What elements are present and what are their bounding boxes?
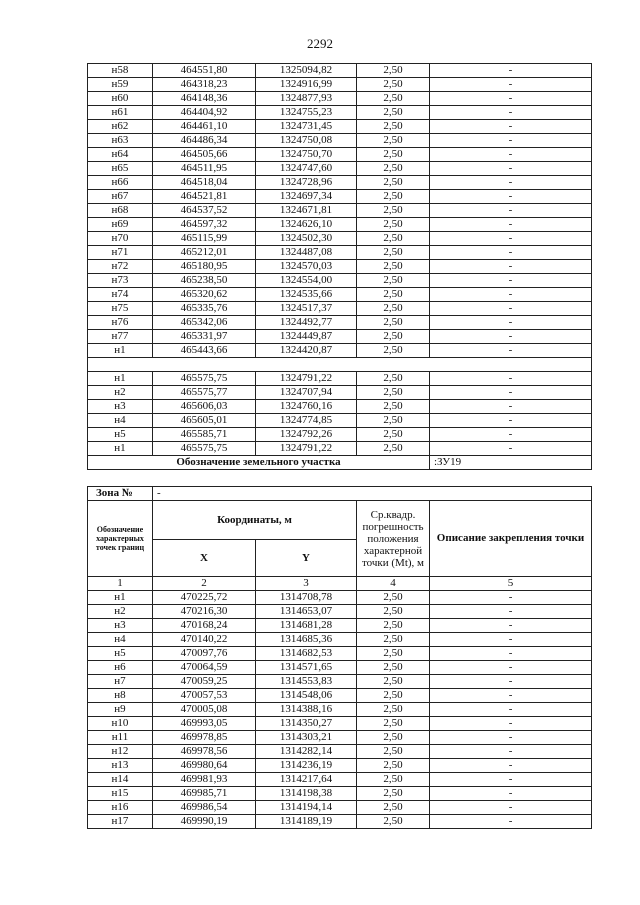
error-cell: 2,50	[357, 288, 430, 302]
error-cell: 2,50	[357, 815, 430, 829]
table-row	[88, 745, 592, 759]
y-coordinate-cell: 1314553,83	[256, 675, 357, 689]
x-coordinate-cell: 464597,32	[153, 218, 256, 232]
plot-value: :ЗУ19	[430, 456, 592, 470]
x-coordinate-cell: 470168,24	[153, 619, 256, 633]
error-cell: 2,50	[357, 675, 430, 689]
error-cell: 2,50	[357, 344, 430, 358]
x-coordinate-cell: 465443,66	[153, 344, 256, 358]
description-cell: -	[430, 647, 592, 661]
header-point: Обозначение характерных точек границ	[88, 501, 153, 577]
error-cell: 2,50	[357, 619, 430, 633]
column-number: 5	[430, 577, 592, 591]
y-coordinate-cell: 1324449,87	[256, 330, 357, 344]
table-row	[88, 92, 592, 106]
table-row	[88, 372, 592, 386]
y-coordinate-cell: 1324492,77	[256, 316, 357, 330]
description-cell: -	[430, 372, 592, 386]
y-coordinate-cell: 1314708,78	[256, 591, 357, 605]
point-id-cell: н65	[88, 162, 153, 176]
description-cell: -	[430, 78, 592, 92]
error-cell: 2,50	[357, 386, 430, 400]
y-coordinate-cell: 1314303,21	[256, 731, 357, 745]
table-row	[88, 591, 592, 605]
x-coordinate-cell: 465605,01	[153, 414, 256, 428]
point-id-cell: н60	[88, 92, 153, 106]
separator-row	[88, 358, 592, 372]
y-coordinate-cell: 1314198,38	[256, 787, 357, 801]
description-cell: -	[430, 64, 592, 78]
error-cell: 2,50	[357, 759, 430, 773]
table-row	[88, 330, 592, 344]
error-cell: 2,50	[357, 134, 430, 148]
description-cell: -	[430, 218, 592, 232]
table-row	[88, 64, 592, 78]
zone-value: -	[153, 487, 592, 501]
table-row	[88, 218, 592, 232]
error-cell: 2,50	[357, 274, 430, 288]
table-row	[88, 344, 592, 358]
description-cell: -	[430, 815, 592, 829]
header-error: Ср.квадр. погрешность положения характерной точки (Mt), м	[357, 501, 430, 577]
error-cell: 2,50	[357, 260, 430, 274]
point-id-cell: н8	[88, 689, 153, 703]
y-coordinate-cell: 1314189,19	[256, 815, 357, 829]
point-id-cell: н14	[88, 773, 153, 787]
table-row	[88, 246, 592, 260]
description-cell: -	[430, 106, 592, 120]
point-id-cell: н17	[88, 815, 153, 829]
description-cell: -	[430, 787, 592, 801]
x-coordinate-cell: 465212,01	[153, 246, 256, 260]
table-row	[88, 675, 592, 689]
x-coordinate-cell: 464461,10	[153, 120, 256, 134]
description-cell: -	[430, 689, 592, 703]
y-coordinate-cell: 1324731,45	[256, 120, 357, 134]
error-cell: 2,50	[357, 633, 430, 647]
y-coordinate-cell: 1325094,82	[256, 64, 357, 78]
y-coordinate-cell: 1314681,28	[256, 619, 357, 633]
description-cell: -	[430, 675, 592, 689]
error-cell: 2,50	[357, 787, 430, 801]
description-cell: -	[430, 246, 592, 260]
x-coordinate-cell: 470225,72	[153, 591, 256, 605]
y-coordinate-cell: 1314653,07	[256, 605, 357, 619]
table-row	[88, 316, 592, 330]
x-coordinate-cell: 465575,75	[153, 442, 256, 456]
description-cell: -	[430, 232, 592, 246]
description-cell: -	[430, 386, 592, 400]
header-row-1	[88, 501, 592, 540]
point-id-cell: н5	[88, 428, 153, 442]
point-id-cell: н70	[88, 232, 153, 246]
table-row	[88, 176, 592, 190]
x-coordinate-cell: 465342,06	[153, 316, 256, 330]
x-coordinate-cell: 465575,77	[153, 386, 256, 400]
table-row	[88, 759, 592, 773]
y-coordinate-cell: 1324697,34	[256, 190, 357, 204]
description-cell: -	[430, 120, 592, 134]
error-cell: 2,50	[357, 773, 430, 787]
y-coordinate-cell: 1314571,65	[256, 661, 357, 675]
y-coordinate-cell: 1314685,36	[256, 633, 357, 647]
x-coordinate-cell: 470057,53	[153, 689, 256, 703]
table-row	[88, 647, 592, 661]
x-coordinate-cell: 465331,97	[153, 330, 256, 344]
x-coordinate-cell: 465180,95	[153, 260, 256, 274]
column-number: 4	[357, 577, 430, 591]
table-row	[88, 605, 592, 619]
point-id-cell: н11	[88, 731, 153, 745]
column-numbers-row	[88, 577, 592, 591]
x-coordinate-cell: 464551,80	[153, 64, 256, 78]
point-id-cell: н61	[88, 106, 153, 120]
description-cell: -	[430, 260, 592, 274]
table-row	[88, 801, 592, 815]
table-row	[88, 232, 592, 246]
error-cell: 2,50	[357, 717, 430, 731]
y-coordinate-cell: 1314548,06	[256, 689, 357, 703]
description-cell: -	[430, 591, 592, 605]
point-id-cell: н1	[88, 591, 153, 605]
point-id-cell: н68	[88, 204, 153, 218]
y-coordinate-cell: 1314217,64	[256, 773, 357, 787]
error-cell: 2,50	[357, 689, 430, 703]
point-id-cell: н1	[88, 442, 153, 456]
error-cell: 2,50	[357, 120, 430, 134]
error-cell: 2,50	[357, 106, 430, 120]
table-row	[88, 703, 592, 717]
table-row	[88, 190, 592, 204]
header-coordinates: Координаты, м	[153, 501, 357, 540]
x-coordinate-cell: 464518,04	[153, 176, 256, 190]
page-number: 2292	[307, 36, 333, 51]
table-row	[88, 442, 592, 456]
x-coordinate-cell: 469981,93	[153, 773, 256, 787]
x-coordinate-cell: 465115,99	[153, 232, 256, 246]
table-row	[88, 717, 592, 731]
header-description: Описание закрепления точки	[430, 501, 592, 577]
column-number: 1	[88, 577, 153, 591]
x-coordinate-cell: 464486,34	[153, 134, 256, 148]
error-cell: 2,50	[357, 148, 430, 162]
zone-label: Зона №	[88, 487, 153, 501]
y-coordinate-cell: 1314350,27	[256, 717, 357, 731]
x-coordinate-cell: 469985,71	[153, 787, 256, 801]
table-row	[88, 414, 592, 428]
error-cell: 2,50	[357, 232, 430, 246]
x-coordinate-cell: 470216,30	[153, 605, 256, 619]
error-cell: 2,50	[357, 661, 430, 675]
description-cell: -	[430, 400, 592, 414]
x-coordinate-cell: 469980,64	[153, 759, 256, 773]
table-row	[88, 204, 592, 218]
point-id-cell: н1	[88, 344, 153, 358]
y-coordinate-cell: 1324916,99	[256, 78, 357, 92]
description-cell: -	[430, 316, 592, 330]
error-cell: 2,50	[357, 731, 430, 745]
point-id-cell: н3	[88, 619, 153, 633]
description-cell: -	[430, 605, 592, 619]
description-cell: -	[430, 344, 592, 358]
point-id-cell: н12	[88, 745, 153, 759]
error-cell: 2,50	[357, 162, 430, 176]
y-coordinate-cell: 1324750,08	[256, 134, 357, 148]
point-id-cell: н72	[88, 260, 153, 274]
error-cell: 2,50	[357, 176, 430, 190]
error-cell: 2,50	[357, 218, 430, 232]
table-row	[88, 815, 592, 829]
x-coordinate-cell: 469993,05	[153, 717, 256, 731]
y-coordinate-cell: 1324755,23	[256, 106, 357, 120]
table-row	[88, 633, 592, 647]
description-cell: -	[430, 619, 592, 633]
y-coordinate-cell: 1324774,85	[256, 414, 357, 428]
table-row	[88, 288, 592, 302]
point-id-cell: н5	[88, 647, 153, 661]
y-coordinate-cell: 1324747,60	[256, 162, 357, 176]
description-cell: -	[430, 731, 592, 745]
point-id-cell: н15	[88, 787, 153, 801]
point-id-cell: н6	[88, 661, 153, 675]
point-id-cell: н1	[88, 372, 153, 386]
y-coordinate-cell: 1324487,08	[256, 246, 357, 260]
x-coordinate-cell: 465335,76	[153, 302, 256, 316]
description-cell: -	[430, 759, 592, 773]
table-row	[88, 661, 592, 675]
table-row	[88, 274, 592, 288]
point-id-cell: н76	[88, 316, 153, 330]
point-id-cell: н2	[88, 386, 153, 400]
point-id-cell: н58	[88, 64, 153, 78]
point-id-cell: н73	[88, 274, 153, 288]
x-coordinate-cell: 464404,92	[153, 106, 256, 120]
description-cell: -	[430, 703, 592, 717]
point-id-cell: н13	[88, 759, 153, 773]
point-id-cell: н9	[88, 703, 153, 717]
error-cell: 2,50	[357, 400, 430, 414]
description-cell: -	[430, 414, 592, 428]
x-coordinate-cell: 465238,50	[153, 274, 256, 288]
table-row	[88, 773, 592, 787]
description-cell: -	[430, 745, 592, 759]
point-id-cell: н63	[88, 134, 153, 148]
x-coordinate-cell: 464537,52	[153, 204, 256, 218]
description-cell: -	[430, 190, 592, 204]
error-cell: 2,50	[357, 428, 430, 442]
column-number: 2	[153, 577, 256, 591]
error-cell: 2,50	[357, 647, 430, 661]
x-coordinate-cell: 464148,36	[153, 92, 256, 106]
description-cell: -	[430, 162, 592, 176]
error-cell: 2,50	[357, 703, 430, 717]
error-cell: 2,50	[357, 302, 430, 316]
x-coordinate-cell: 470064,59	[153, 661, 256, 675]
error-cell: 2,50	[357, 190, 430, 204]
table-row	[88, 302, 592, 316]
error-cell: 2,50	[357, 372, 430, 386]
point-id-cell: н64	[88, 148, 153, 162]
x-coordinate-cell: 465606,03	[153, 400, 256, 414]
y-coordinate-cell: 1324728,96	[256, 176, 357, 190]
description-cell: -	[430, 176, 592, 190]
error-cell: 2,50	[357, 801, 430, 815]
point-id-cell: н74	[88, 288, 153, 302]
description-cell: -	[430, 428, 592, 442]
y-coordinate-cell: 1324570,03	[256, 260, 357, 274]
x-coordinate-cell: 465575,75	[153, 372, 256, 386]
point-id-cell: н75	[88, 302, 153, 316]
y-coordinate-cell: 1324791,22	[256, 442, 357, 456]
point-id-cell: н10	[88, 717, 153, 731]
y-coordinate-cell: 1324792,26	[256, 428, 357, 442]
point-id-cell: н77	[88, 330, 153, 344]
y-coordinate-cell: 1324671,81	[256, 204, 357, 218]
y-coordinate-cell: 1314682,53	[256, 647, 357, 661]
point-id-cell: н3	[88, 400, 153, 414]
table-row	[88, 148, 592, 162]
description-cell: -	[430, 134, 592, 148]
x-coordinate-cell: 469978,85	[153, 731, 256, 745]
header-y: Y	[256, 540, 357, 577]
x-coordinate-cell: 469990,19	[153, 815, 256, 829]
table-row	[88, 386, 592, 400]
error-cell: 2,50	[357, 442, 430, 456]
y-coordinate-cell: 1324502,30	[256, 232, 357, 246]
y-coordinate-cell: 1324420,87	[256, 344, 357, 358]
error-cell: 2,50	[357, 246, 430, 260]
y-coordinate-cell: 1324877,93	[256, 92, 357, 106]
x-coordinate-cell: 464318,23	[153, 78, 256, 92]
header-x: X	[153, 540, 256, 577]
description-cell: -	[430, 801, 592, 815]
x-coordinate-cell: 465320,62	[153, 288, 256, 302]
table-row	[88, 787, 592, 801]
error-cell: 2,50	[357, 330, 430, 344]
table-row	[88, 134, 592, 148]
point-id-cell: н67	[88, 190, 153, 204]
x-coordinate-cell: 470059,25	[153, 675, 256, 689]
y-coordinate-cell: 1314236,19	[256, 759, 357, 773]
table-row	[88, 400, 592, 414]
x-coordinate-cell: 464521,81	[153, 190, 256, 204]
description-cell: -	[430, 330, 592, 344]
x-coordinate-cell: 470097,76	[153, 647, 256, 661]
y-coordinate-cell: 1324626,10	[256, 218, 357, 232]
error-cell: 2,50	[357, 745, 430, 759]
error-cell: 2,50	[357, 316, 430, 330]
y-coordinate-cell: 1324750,70	[256, 148, 357, 162]
description-cell: -	[430, 274, 592, 288]
point-id-cell: н7	[88, 675, 153, 689]
table-row	[88, 619, 592, 633]
y-coordinate-cell: 1324791,22	[256, 372, 357, 386]
y-coordinate-cell: 1314282,14	[256, 745, 357, 759]
error-cell: 2,50	[357, 204, 430, 218]
error-cell: 2,50	[357, 605, 430, 619]
x-coordinate-cell: 465585,71	[153, 428, 256, 442]
x-coordinate-cell: 469978,56	[153, 745, 256, 759]
table-row	[88, 120, 592, 134]
y-coordinate-cell: 1314194,14	[256, 801, 357, 815]
y-coordinate-cell: 1314388,16	[256, 703, 357, 717]
point-id-cell: н4	[88, 414, 153, 428]
point-id-cell: н16	[88, 801, 153, 815]
description-cell: -	[430, 302, 592, 316]
error-cell: 2,50	[357, 92, 430, 106]
y-coordinate-cell: 1324554,00	[256, 274, 357, 288]
y-coordinate-cell: 1324535,66	[256, 288, 357, 302]
point-id-cell: н2	[88, 605, 153, 619]
point-id-cell: н71	[88, 246, 153, 260]
description-cell: -	[430, 773, 592, 787]
description-cell: -	[430, 717, 592, 731]
x-coordinate-cell: 464511,95	[153, 162, 256, 176]
description-cell: -	[430, 442, 592, 456]
description-cell: -	[430, 288, 592, 302]
point-id-cell: н66	[88, 176, 153, 190]
description-cell: -	[430, 204, 592, 218]
point-id-cell: н62	[88, 120, 153, 134]
y-coordinate-cell: 1324707,94	[256, 386, 357, 400]
coordinates-table-continued	[87, 63, 592, 470]
table-row	[88, 689, 592, 703]
y-coordinate-cell: 1324760,16	[256, 400, 357, 414]
x-coordinate-cell: 469986,54	[153, 801, 256, 815]
table-row	[88, 731, 592, 745]
description-cell: -	[430, 148, 592, 162]
x-coordinate-cell: 470140,22	[153, 633, 256, 647]
error-cell: 2,50	[357, 64, 430, 78]
error-cell: 2,50	[357, 414, 430, 428]
point-id-cell: н4	[88, 633, 153, 647]
plot-label: Обозначение земельного участка	[88, 456, 430, 470]
description-cell: -	[430, 633, 592, 647]
zone-table	[87, 486, 592, 829]
y-coordinate-cell: 1324517,37	[256, 302, 357, 316]
table-row	[88, 78, 592, 92]
point-id-cell: н69	[88, 218, 153, 232]
column-number: 3	[256, 577, 357, 591]
table-row	[88, 428, 592, 442]
table-row	[88, 162, 592, 176]
plot-row	[88, 456, 592, 470]
zone-row	[88, 487, 592, 501]
x-coordinate-cell: 470005,08	[153, 703, 256, 717]
table-row	[88, 106, 592, 120]
error-cell: 2,50	[357, 78, 430, 92]
point-id-cell: н59	[88, 78, 153, 92]
error-cell: 2,50	[357, 591, 430, 605]
description-cell: -	[430, 661, 592, 675]
description-cell: -	[430, 92, 592, 106]
x-coordinate-cell: 464505,66	[153, 148, 256, 162]
table-row	[88, 260, 592, 274]
